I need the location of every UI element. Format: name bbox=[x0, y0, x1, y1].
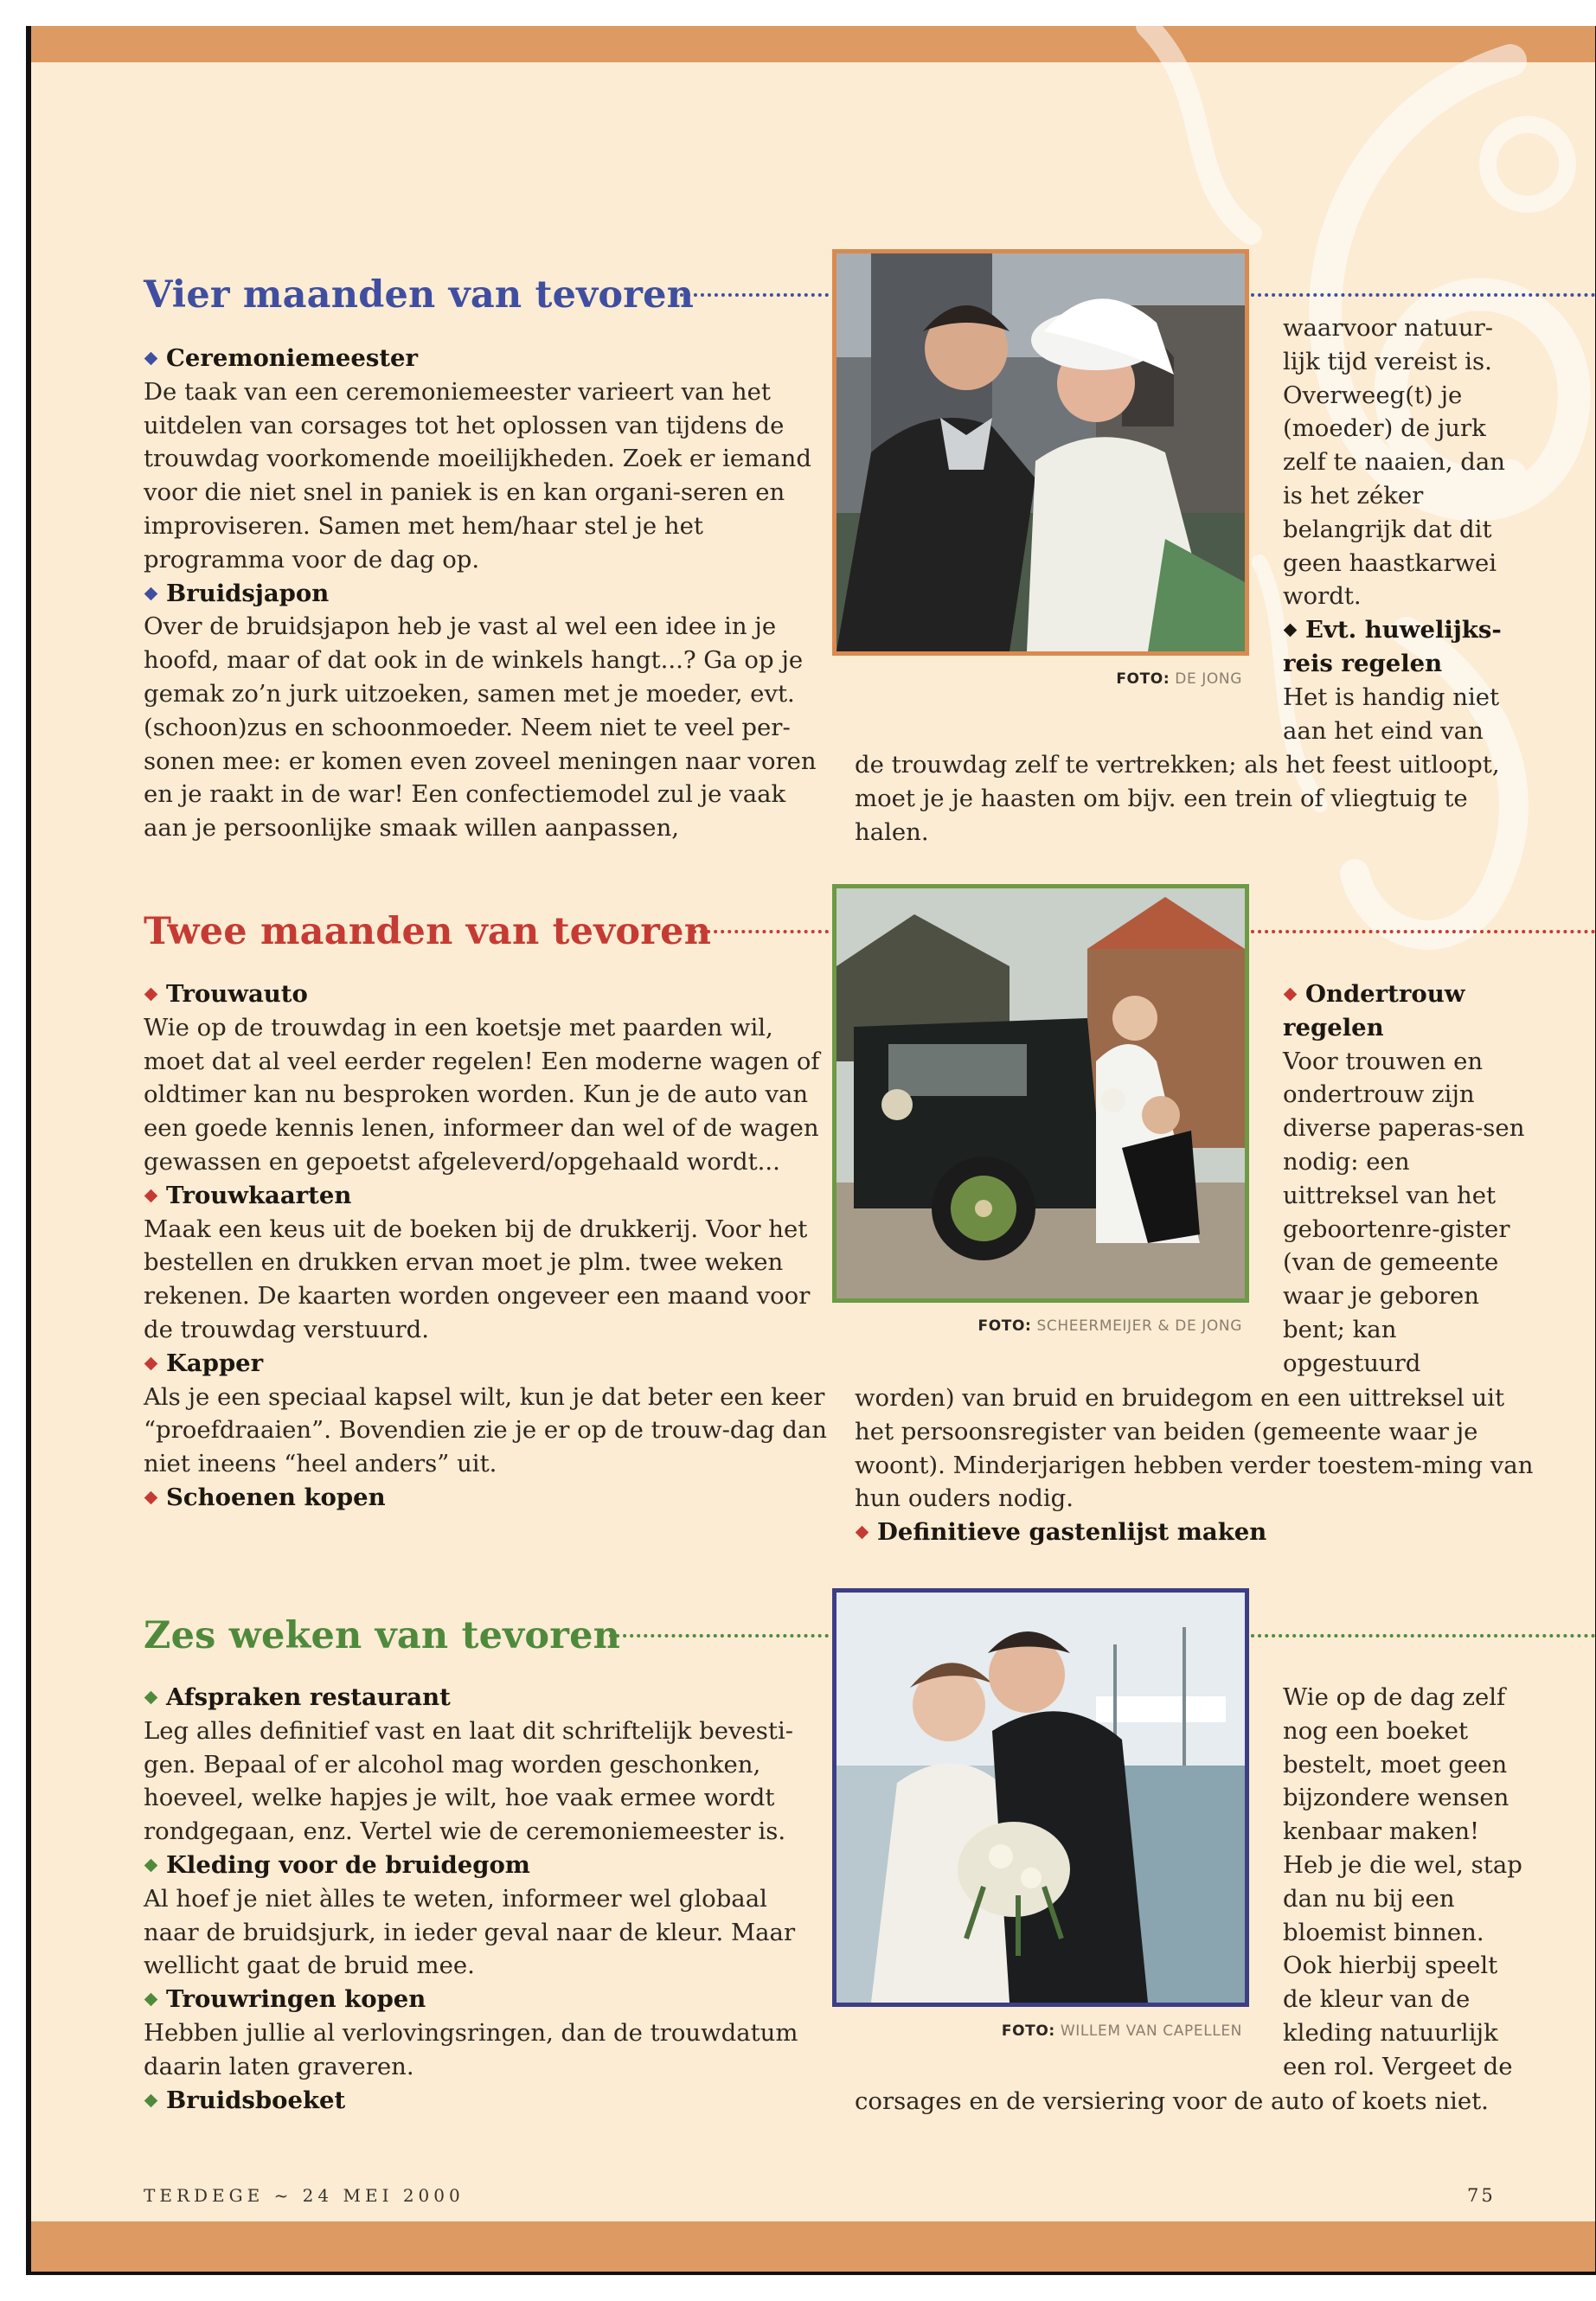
diamond-bullet-icon bbox=[1284, 624, 1298, 638]
diamond-bullet-icon bbox=[856, 1526, 869, 1540]
subheading-kleding-bruidegom: Kleding voor de bruidegom bbox=[144, 1849, 827, 1882]
section-2-bottom-text bbox=[855, 1381, 1538, 1549]
paragraph: Als je een speciaal kapsel wilt, kun je dat beter een keer “proefdraaien”. Bovendien zie je er op de trouw-dag dan niet ineens “heel anders” uit. bbox=[144, 1382, 827, 1478]
section-title-twee-maanden: Twee maanden van tevoren bbox=[144, 910, 712, 953]
paragraph: Leg alles definitief vast en laat dit schriftelijk bevesti-gen. Bepaal of er alcohol mag worden geschonken, hoeveel, welke hapjes je wilt, hoe vaak ermee wordt rondgegaan, enz. Vertel wie de ceremoniemeester is. bbox=[144, 1716, 794, 1846]
section-title-zes-weken: Zes weken van tevoren bbox=[144, 1614, 621, 1657]
page-number: 75 bbox=[1467, 2185, 1496, 2206]
title-dotted-rule bbox=[609, 1634, 829, 1638]
paragraph: Over de bruidsjapon heb je vast al wel een idee in je hoofd, maar of dat ook in de winkels hangt...? Ga op je gemak zo’n jurk uitzoeken, samen met je moeder, evt. (schoon)zus en schoonmoeder. Neem niet te veel per-sonen mee: er komen even zoveel meningen naar voren en je raakt in de war! Een confectiemodel zul je vaak aan je persoonlijke smaak willen aanpassen, bbox=[144, 612, 817, 843]
magazine-page bbox=[31, 26, 1595, 2272]
diamond-bullet-icon bbox=[144, 586, 158, 600]
diamond-bullet-icon bbox=[144, 988, 158, 1002]
paragraph: Voor trouwen en ondertrouw zijn diverse paperas-sen nodig: een uittreksel van het geboortenre-gister (van de gemeente waar je geboren bent; kan opgestuurd bbox=[1283, 1047, 1525, 1377]
title-dotted-rule-right bbox=[1251, 930, 1595, 933]
photo-credit: FOTO: DE JONG bbox=[1116, 670, 1242, 688]
diamond-bullet-icon bbox=[144, 352, 158, 366]
section-2-right-column bbox=[1283, 977, 1525, 1381]
paragraph: Het is handig niet aan het eind van bbox=[1283, 683, 1500, 745]
paragraph: Wie op de trouwdag in een koetsje met paarden wil, moet dat al veel eerder regelen! Een moderne wagen of oldtimer kan nu besproken worden. Kun je de auto van een goede kennis lenen, informeer dan wel of de wagen gewassen en gepoetst afgeleverd/opgehaald wordt... bbox=[144, 1013, 820, 1176]
section-1-bottom-text bbox=[855, 748, 1538, 849]
bottom-color-band bbox=[31, 2221, 1595, 2272]
title-dotted-rule-right bbox=[1251, 293, 1595, 297]
photo-bride-groom-church bbox=[832, 249, 1249, 656]
subheading-ceremoniemeester: Ceremoniemeester bbox=[144, 342, 827, 375]
subheading-trouwkaarten: Trouwkaarten bbox=[144, 1179, 827, 1213]
photo-vintage-wedding-car bbox=[832, 884, 1249, 1303]
subheading-trouwauto: Trouwauto bbox=[144, 977, 827, 1011]
diamond-bullet-icon bbox=[144, 1691, 158, 1705]
paragraph: De taak van een ceremoniemeester varieert van het uitdelen van corsages tot het oplossen van tijdens de trouwdag voorkomende moeilijkheden. Zoek er iemand voor die niet snel in paniek is en kan organi-seren en improviseren. Samen met hem/haar stel je het programma voor de dag op. bbox=[144, 377, 811, 574]
footer-publication: TERDEGE ~ 24 MEI 2000 bbox=[144, 2185, 465, 2206]
title-dotted-rule bbox=[673, 293, 829, 297]
subheading-ondertrouw: Ondertrouw regelen bbox=[1283, 980, 1465, 1042]
photo-credit: FOTO: WILLEM VAN CAPELLEN bbox=[1001, 2022, 1242, 2040]
paragraph: Wie op de dag zelf nog een boeket bestelt, moet geen bijzondere wensen kenbaar maken! Heb je die wel, stap dan nu bij een bloemist binnen. Ook hierbij speelt de kleur van de kleding natuurlijk een rol. Vergeet de bbox=[1283, 1683, 1522, 2080]
subheading-schoenen: Schoenen kopen bbox=[144, 1481, 827, 1515]
subheading-gastenlijst: Definitieve gastenlijst maken bbox=[855, 1516, 1538, 1549]
section-1-right-column bbox=[1283, 311, 1525, 747]
subheading-restaurant: Afspraken restaurant bbox=[144, 1681, 827, 1715]
paragraph: corsages en de versiering voor de auto of koets niet. bbox=[855, 2087, 1489, 2115]
subheading-bruidsboeket: Bruidsboeket bbox=[144, 2084, 827, 2118]
subheading-trouwringen: Trouwringen kopen bbox=[144, 1983, 827, 2016]
title-dotted-rule-right bbox=[1251, 1634, 1595, 1638]
diamond-bullet-icon bbox=[144, 1356, 158, 1370]
section-3-right-column bbox=[1283, 1681, 1534, 2084]
section-title-vier-maanden: Vier maanden van tevoren bbox=[144, 273, 695, 317]
photo-credit: FOTO: SCHEERMEIJER & DE JONG bbox=[977, 1317, 1242, 1335]
section-3-bottom-text bbox=[855, 2085, 1538, 2118]
section-1-left-column bbox=[144, 342, 827, 845]
photo-couple-harbour bbox=[832, 1588, 1249, 2007]
subheading-huwelijksreis: Evt. huwelijks-reis regelen bbox=[1283, 616, 1502, 677]
subheading-kapper: Kapper bbox=[144, 1347, 827, 1381]
diamond-bullet-icon bbox=[144, 1189, 158, 1203]
diamond-bullet-icon bbox=[144, 2093, 158, 2107]
title-dotted-rule bbox=[693, 930, 829, 933]
paragraph: Al hoef je niet àlles te weten, informeer wel globaal naar de bruidsjurk, in ieder geval naar de kleur. Maar wellicht gaat de bruid mee. bbox=[144, 1884, 796, 1980]
paragraph: worden) van bruid en bruidegom en een uittreksel uit het persoonsregister van beiden (gemeente waar je woont). Minderjarigen hebben verder toestem-ming van hun ouders nodig. bbox=[855, 1384, 1534, 1513]
paragraph: de trouwdag zelf te vertrekken; als het feest uitloopt, moet je je haasten om bijv. een trein of vliegtuig te halen. bbox=[855, 751, 1500, 846]
paragraph: Hebben jullie al verlovingsringen, dan de trouwdatum daarin laten graveren. bbox=[144, 2018, 798, 2080]
diamond-bullet-icon bbox=[1284, 988, 1298, 1002]
section-2-left-column bbox=[144, 977, 827, 1515]
diamond-bullet-icon bbox=[144, 1491, 158, 1505]
paragraph: waarvoor natuur-lijk tijd vereist is. Overweeg(t) je (moeder) de jurk zelf te naaien, dan is het zéker belangrijk dat dit geen haastkarwei wordt. bbox=[1283, 314, 1506, 611]
diamond-bullet-icon bbox=[144, 1993, 158, 2007]
page bbox=[26, 26, 1596, 2275]
diamond-bullet-icon bbox=[144, 1859, 158, 1873]
paragraph: Maak een keus uit de boeken bij de drukkerij. Voor het bestellen en drukken ervan moet je plm. twee weken rekenen. De kaarten worden ongeveer een maand voor de trouwdag verstuurd. bbox=[144, 1215, 811, 1343]
subheading-bruidsjapon: Bruidsjapon bbox=[144, 577, 827, 611]
section-3-left-column bbox=[144, 1681, 827, 2117]
